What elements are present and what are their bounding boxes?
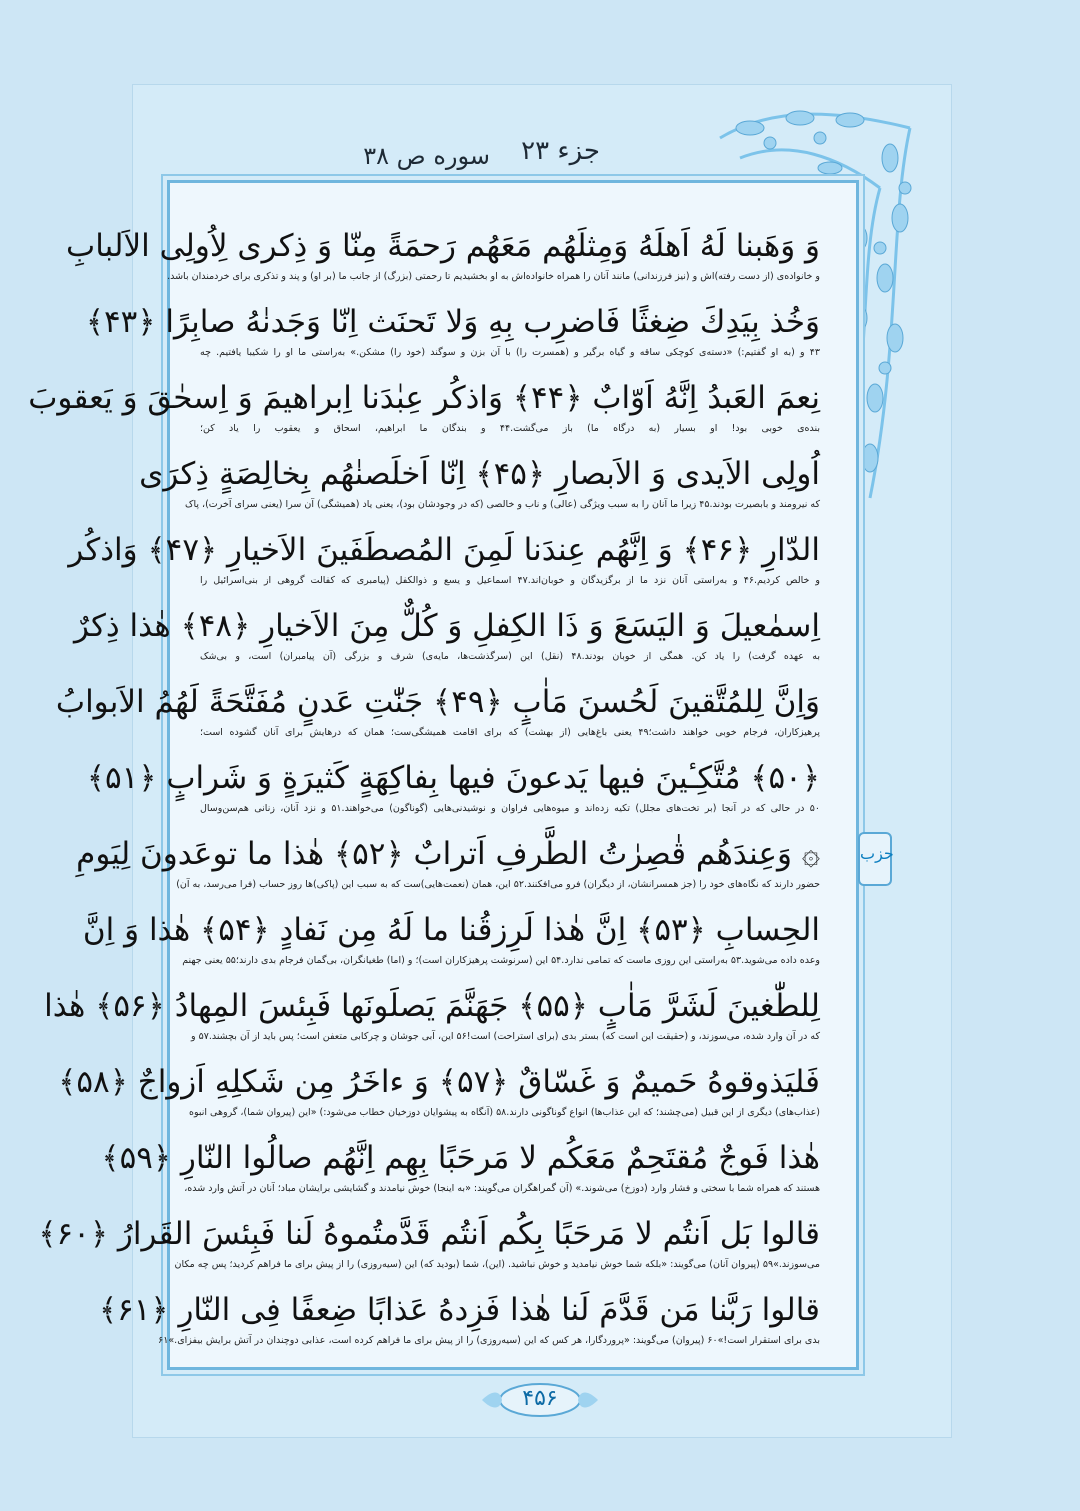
translation-line: حضور دارند که نگاه‌های خود را (جز همسرانشان، از دیگران) فرو می‌افکنند.۵۲ این، همان (نعمت‌هایی)ست که به سبب این (پاکی)ها روز حساب (فرا می‌رسد، به آن): [176, 879, 820, 890]
verse-block: [58, 1058, 820, 1134]
arabic-line: وَ وَهَبنا لَهُ اَهلَهُ وَمِثلَهُم مَعَهُم رَحمَةً مِنّا وَ ذِكرى لِاُولِی الاَلبابِ: [66, 228, 820, 264]
translation-line: ۵۰ در حالی که در آنجا (بر تخت‌های مجلل) تکیه زده‌اند و میوه‌هایی فراوان و نوشیدنی‌هایی (گوناگون) می‌خواهند.۵۱ و نزد آنان، زنانی هم‌سن‌وسال: [200, 803, 820, 814]
translation-line: و خالص کردیم.۴۶ و به‌راستی آنان نزد ما از برگزیدگان و خوبان‌اند.۴۷ اسماعیل و یسع و ذوالکفل (پیامبری که کفالت گروهی از بنی‌اسرائیل را: [200, 575, 820, 586]
verse-block: [66, 222, 820, 298]
verse-block: [68, 526, 820, 602]
translation-line: بدی برای استقرار است!»۶۰ (پیروان) می‌گویند: «پروردگارا، هر کس که این (سیه‌روزی) را از پیش برای ما فراهم کرده است، عذابی دوچندان در آتش برایش بیفزای.»۶۱: [158, 1335, 820, 1346]
hizb-marker: [858, 832, 892, 886]
hizb-label: حزب: [860, 844, 894, 863]
arabic-line: اِسمٰعيلَ وَ اليَسَعَ وَ ذَا الكِفلِ وَ كُلٌّ مِنَ الاَخيارِ ﴿۴۸﴾ هٰذا ذِكرٌ: [74, 608, 820, 644]
arabic-line: نِعمَ العَبدُ اِنَّهُ اَوّابٌ ﴿۴۴﴾ وَاذكُر عِبٰدَنا اِبراهيمَ وَ اِسحٰقَ وَ يَعقوبَ: [28, 380, 820, 416]
arabic-line: هٰذا فَوجٌ مُقتَحِمٌ مَعَكُم لا مَرحَبًا بِهِم اِنَّهُم صالُوا النّارِ ﴿۵۹﴾: [101, 1140, 820, 1176]
translation-line: (عذاب‌های) دیگری از این قبیل (می‌چشند؛ که این عذاب‌ها) انواع گوناگونی دارند.۵۸ (آنگاه به پیشوایان دوزخیان خطاب می‌شود:) «این (پیروان شما)، گروهی انبوه: [189, 1107, 820, 1118]
verse-block: [85, 298, 820, 374]
arabic-line: وَخُذ بِيَدِكَ ضِغثًا فَاضرِب بِهِ وَلا تَحنَث اِنّا وَجَدنٰهُ صابِرًا ﴿۴۳﴾: [85, 304, 820, 340]
verse-block: [38, 1210, 820, 1286]
arabic-line: الدّارِ ﴿۴۶﴾ وَ اِنَّهُم عِندَنا لَمِنَ المُصطَفَينَ الاَخيارِ ﴿۴۷﴾ وَاذكُر: [68, 532, 820, 568]
translation-line: پرهیزکاران، فرجام خوبی خواهند داشت؛۴۹ یعنی باغ‌هایی (از بهشت) که برای اقامت همیشگی‌ست؛ همان که درهایش برای آنان گشوده است؛: [200, 727, 820, 738]
translation-line: وعده داده می‌شوید.۵۳ به‌راستی این روزی ماست که تمامی ندارد.۵۴ این (سرنوشت پرهیزکاران است)؛ و (اما) طغیانگران، بی‌گمان فرجام بدی دارند؛۵۵ یعنی جهنم: [182, 955, 820, 966]
surah-label: سوره ص ۳۸: [363, 142, 490, 170]
arabic-line: ۞ وَعِندَهُم قٰصِرٰتُ الطَّرفِ اَترابٌ ﴿۵۲﴾ هٰذا ما توعَدونَ لِيَومِ: [76, 836, 820, 872]
verse-block: [139, 450, 820, 526]
translation-line: که در آن وارد شده، می‌سوزند، و (حقیقت این است که) بستر بدی (برای استراحت) است!۵۶ این، آبی جوشان و چرکابی متعفن است؛ پس باید از آن بچشند.۵۷ و: [190, 1031, 820, 1042]
arabic-line: اُولِی الاَيدی وَ الاَبصارِ ﴿۴۵﴾ اِنّا اَخلَصنٰهُم بِخالِصَةٍ ذِكرَى: [139, 456, 820, 492]
verse-lines: [28, 222, 821, 1362]
verse-block: [76, 830, 820, 906]
arabic-line: قالوا رَبَّنا مَن قَدَّمَ لَنا هٰذا فَزِدهُ عَذابًا ضِعفًا فِی النّارِ ﴿۶۱﴾: [98, 1292, 820, 1328]
verse-block: [98, 1286, 820, 1362]
juz-label: جزء ۲۳: [521, 136, 600, 166]
translation-line: به عهده گرفت) را یاد کن. همگی از خوبان بودند.۴۸ (نقل) این (سرگذشت‌ها، مایه‌ی) شرف و بزرگی (آن پیامبران) است، و بی‌شک: [200, 651, 820, 662]
arabic-line: وَاِنَّ لِلمُتَّقينَ لَحُسنَ مَاٰبٍ ﴿۴۹﴾ جَنّٰتِ عَدنٍ مُفَتَّحَةً لَهُمُ الاَبوابُ: [55, 684, 820, 720]
verse-block: [82, 906, 820, 982]
arabic-line: ﴿۵۰﴾ مُتَّكِـٔينَ فيها يَدعونَ فيها بِفاكِهَةٍ كَثيرَةٍ وَ شَرابٍ ﴿۵۱﴾: [86, 760, 820, 796]
translation-line: بنده‌ی خوبی بود! او بسیار (به درگاه ما) باز می‌گشت.۴۴ و بندگان ما ابراهیم، اسحاق و یعقوب را یاد کن؛: [200, 423, 821, 434]
translation-line: هستند که همراه شما با سختی و فشار وارد (دوزخ) می‌شوند.» (آن گمراهگران می‌گویند: «به اینجا) خوش نیامدند و گشایشی برایشان مباد؛ آنان در آتش وارد شده،: [184, 1183, 820, 1194]
translation-line: که نیرومند و بابصیرت بودند.۴۵ زیرا ما آنان را به سبب ویژگی (عالی) و ناب و خالصی (که در وجودشان بود)، یعنی یاد (همیشگی) آن سرا (یعنی سرای آخرت)، پاک: [184, 499, 820, 510]
arabic-line: فَليَذوقوهُ حَميمٌ وَ غَسّاقٌ ﴿۵۷﴾ وَ ءاخَرُ مِن شَكلِهِ اَزواجٌ ﴿۵۸﴾: [58, 1064, 820, 1100]
page-number: ۴۵۶: [522, 1386, 558, 1411]
translation-line: ۴۳ و (به او گفتیم:) «دسته‌ی کوچکی ساقه و گیاه برگیر و (همسرت را) با آن بزن و سوگند (خود را) مشکن.» به‌راستی ما او را شکیبا یافتیم. چه: [200, 347, 820, 358]
page-header: [300, 136, 600, 176]
arabic-line: الحِسابِ ﴿۵۳﴾ اِنَّ هٰذا لَرِزقُنا ما لَهُ مِن نَفادٍ ﴿۵۴﴾ هٰذا وَ اِنَّ: [82, 912, 820, 948]
verse-block: [101, 1134, 820, 1210]
page-number-badge: [478, 1380, 602, 1420]
verse-block: [55, 678, 820, 754]
arabic-line: لِلطّٰغينَ لَشَرَّ مَاٰبٍ ﴿۵۵﴾ جَهَنَّمَ يَصلَونَها فَبِئسَ المِهادُ ﴿۵۶﴾ هٰذا: [44, 988, 820, 1024]
verse-block: [28, 374, 821, 450]
translation-line: و خانواده‌ی (از دست رفته)اش و (نیز فرزندانی) مانند آنان را همراه خانواده‌اش به او بخشیدیم تا رحمتی (بزرگ) از جانب ما (بر او) و پند و تذکری برای خردمندان باشد.: [167, 271, 820, 282]
translation-line: می‌سوزند.»۵۹ (پیروان آنان) می‌گویند: «بلکه شما خوش نیامدید و خوش نباشید. (این)، شما (بودید که) این (سیه‌روزی) را از پیش برای ما فراهم کردید؛ پس چه مکان: [174, 1259, 820, 1270]
verse-block: [44, 982, 820, 1058]
arabic-line: قالوا بَل اَنتُم لا مَرحَبًا بِكُم اَنتُم قَدَّمتُموهُ لَنا فَبِئسَ القَرارُ ﴿۶۰﴾: [38, 1216, 820, 1252]
verse-block: [86, 754, 820, 830]
verse-block: [74, 602, 820, 678]
